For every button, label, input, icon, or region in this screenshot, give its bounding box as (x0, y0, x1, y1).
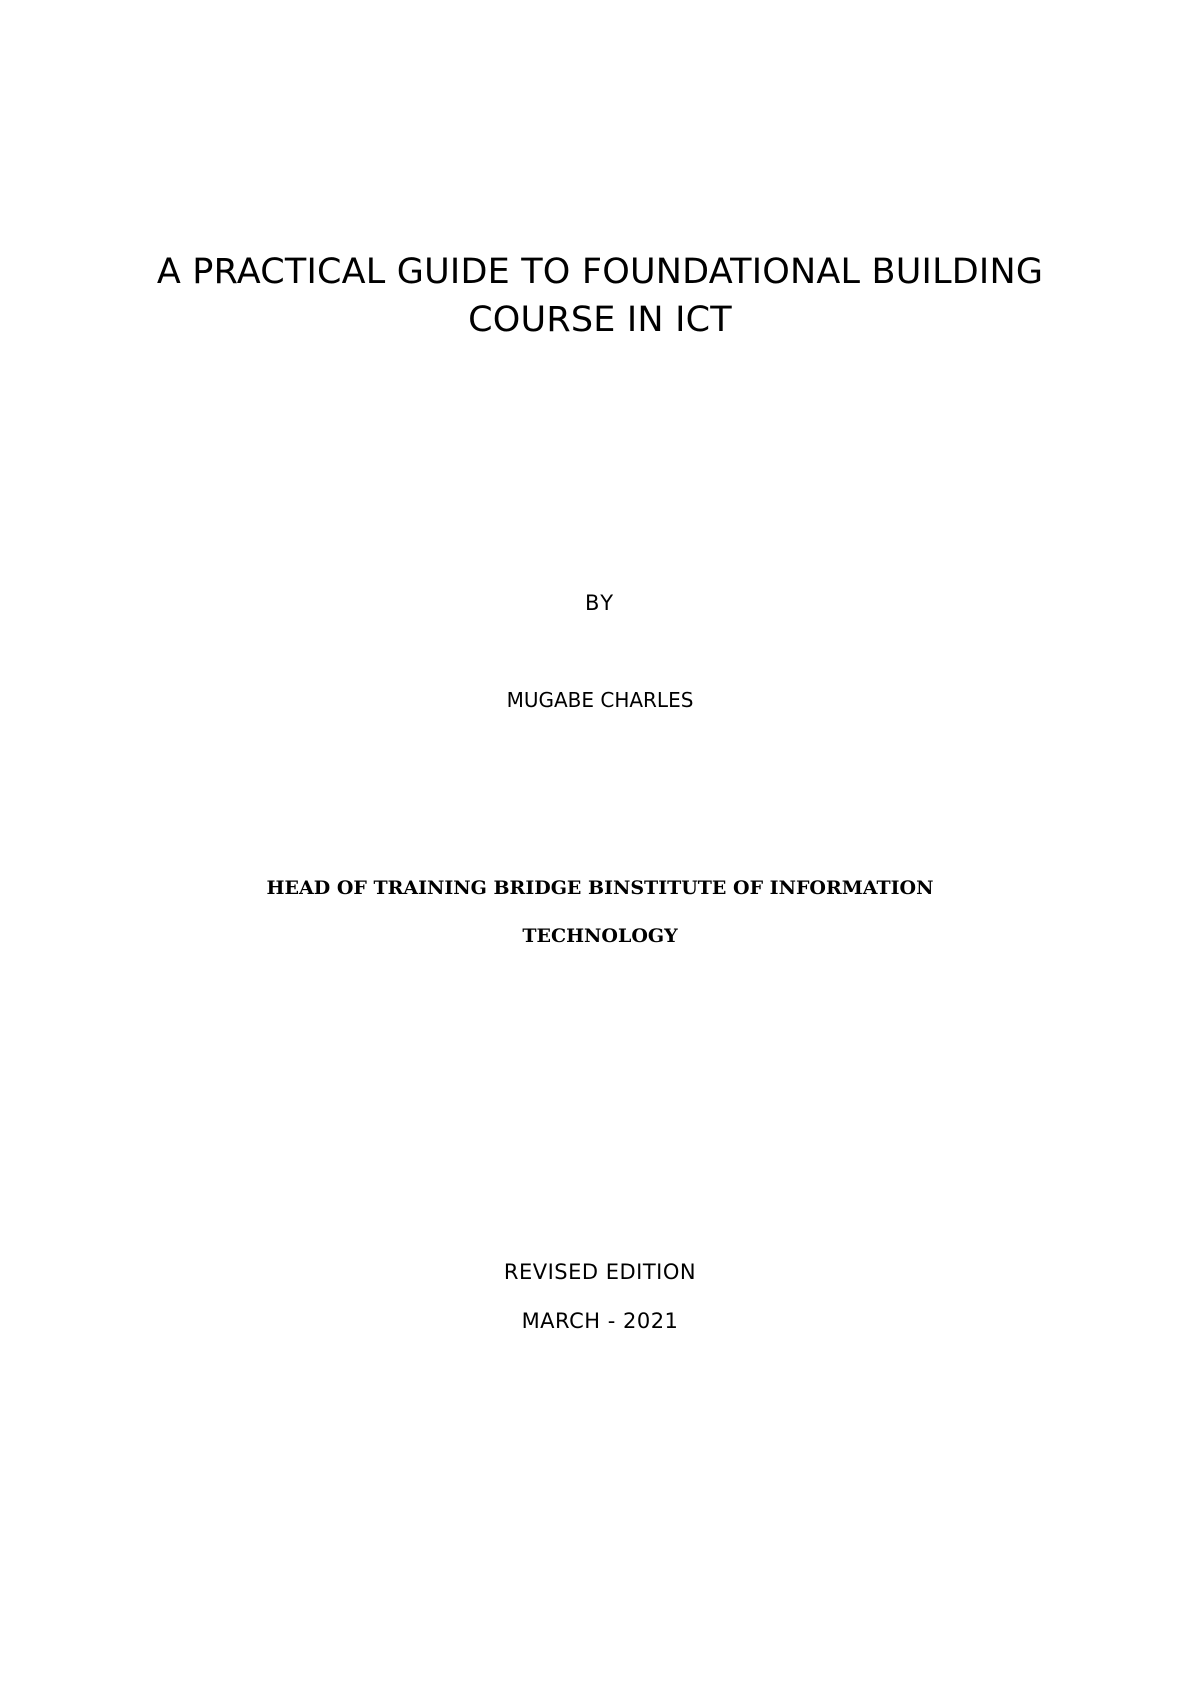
affiliation-line-2: TECHNOLOGY (522, 925, 678, 947)
author-name: MUGABE CHARLES (506, 688, 694, 712)
edition-label: REVISED EDITION (503, 1260, 697, 1284)
affiliation-line-1: HEAD OF TRAINING BRIDGE BINSTITUTE OF INFORMATION (266, 877, 934, 899)
publication-date: MARCH - 2021 (521, 1309, 679, 1333)
document-title-line-1: A PRACTICAL GUIDE TO FOUNDATIONAL BUILDING (156, 252, 1044, 292)
by-label: BY (584, 591, 616, 615)
document-title-line-2: COURSE IN ICT (468, 300, 732, 340)
